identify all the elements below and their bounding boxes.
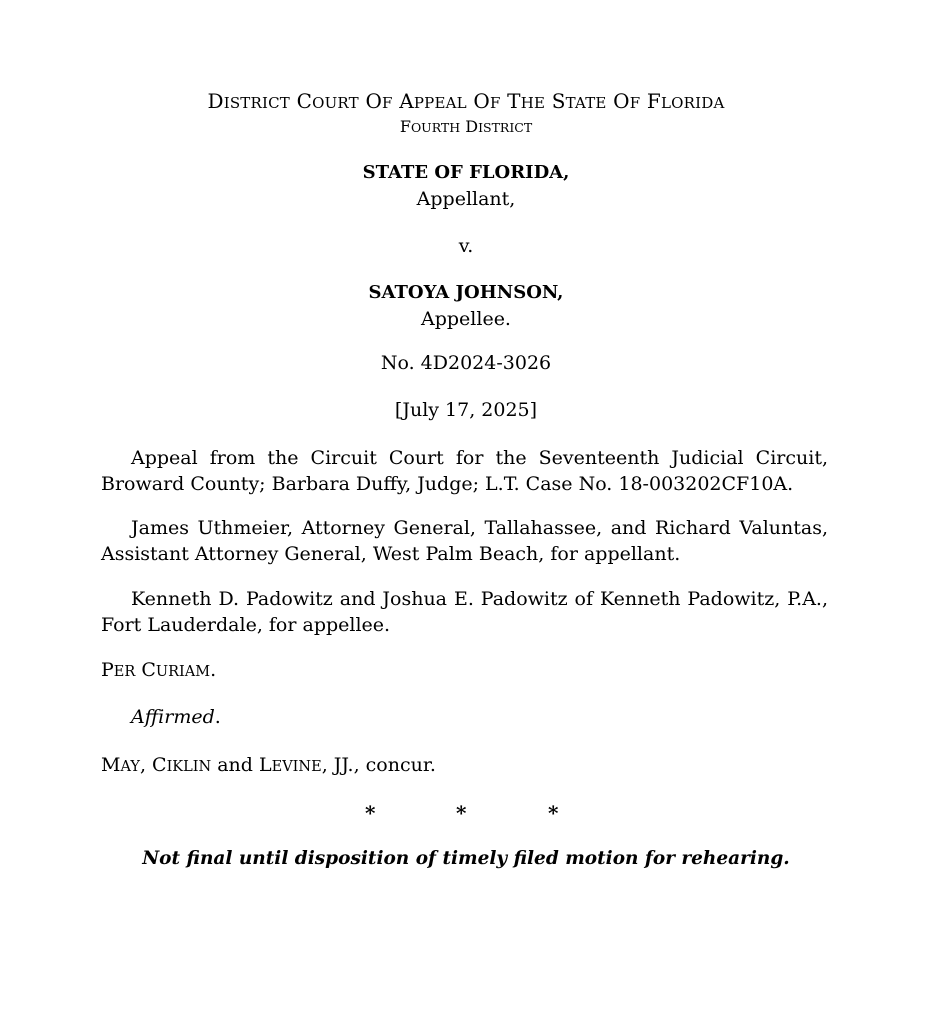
appellee-role: Appellee. — [421, 308, 511, 330]
case-number: No. 4D2024-3026 — [380, 352, 552, 374]
concurrence: MAY, CIKLIN and LEVINE, JJ., concur. — [101, 754, 436, 776]
counsel-appellant-paragraph — [101, 515, 828, 567]
appeal-from-text: Appeal from the Circuit Court for the Seventeenth Judicial Circuit, Broward County; Barbara Duffy, Judge; L.T. Case No. 18-003202CF10A. — [101, 447, 828, 495]
court-name: DISTRICT COURT OF APPEAL OF THE STATE OF FLORIDA — [207, 89, 725, 113]
counsel-appellee-text: Kenneth D. Padowitz and Joshua E. Padowitz of Kenneth Padowitz, P.A., Fort Lauderdale, for appellee. — [101, 588, 828, 636]
counsel-appellant-text: James Uthmeier, Attorney General, Tallahassee, and Richard Valuntas, Assistant Attorney General, West Palm Beach, for appellant. — [101, 517, 828, 565]
appellant-role: Appellant, — [416, 188, 516, 210]
decision-date: [July 17, 2025] — [394, 399, 538, 421]
separator-star: * — [365, 801, 376, 825]
counsel-appellee-paragraph — [101, 586, 828, 638]
disposition: Affirmed. — [131, 706, 221, 728]
rehearing-notice: Not final until disposition of timely filed motion for rehearing. — [142, 848, 790, 869]
appellee-name: SATOYA JOHNSON, — [368, 282, 564, 303]
district-name: FOURTH DISTRICT — [399, 117, 533, 136]
separator-star: * — [456, 801, 467, 825]
appeal-from-paragraph — [101, 445, 828, 497]
disposition-text: Affirmed — [131, 706, 215, 728]
appellant-name: STATE OF FLORIDA, — [362, 162, 570, 183]
separator-star: * — [548, 801, 559, 825]
per-curiam: PER CURIAM. — [101, 659, 217, 681]
versus: v. — [458, 235, 474, 257]
